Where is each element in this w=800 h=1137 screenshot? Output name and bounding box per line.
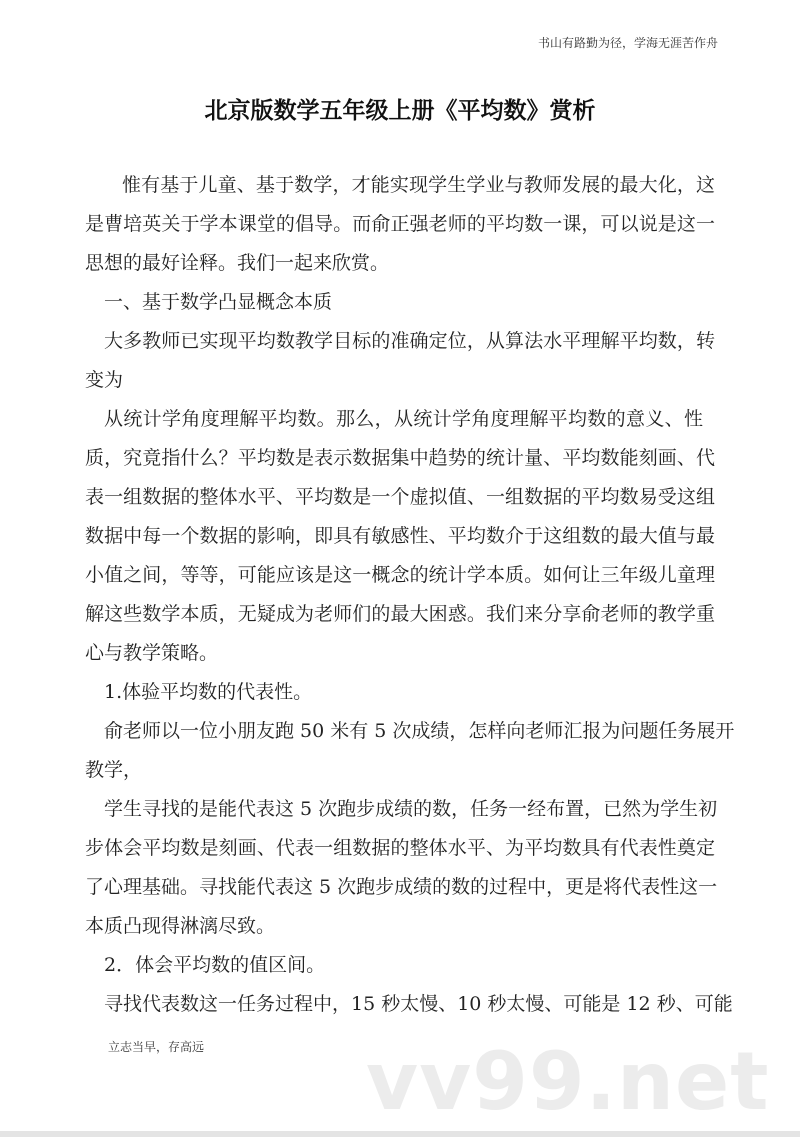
- paragraph-line: 了心理基础。寻找能代表这 5 次跑步成绩的数的过程中，更是将代表性这一: [85, 876, 718, 898]
- paragraph-line: 俞老师以一位小朋友跑 50 米有 5 次成绩，怎样向老师汇报为问题任务展开: [104, 720, 735, 742]
- subsection-heading: 1.体验平均数的代表性。: [104, 681, 313, 703]
- paragraph-line: 教学，: [85, 759, 143, 781]
- paragraph-line: 质，究竟指什么？平均数是表示数据集中趋势的统计量、平均数能刻画、代: [85, 447, 715, 469]
- paragraph-line: 本质凸现得淋漓尽致。: [85, 915, 276, 937]
- paragraph-line: 是曹培英关于学本课堂的倡导。而俞正强老师的平均数一课，可以说是这一: [85, 213, 715, 235]
- paragraph-line: 心与教学策略。: [85, 642, 219, 664]
- page-header-motto: 书山有路勤为径，学海无涯苦作舟: [537, 36, 718, 50]
- document-title: 北京版数学五年级上册《平均数》赏析: [204, 98, 596, 124]
- subsection-heading: 2．体会平均数的值区间。: [104, 954, 326, 976]
- paragraph-line: 寻找代表数这一任务过程中，15 秒太慢、10 秒太慢、可能是 12 秒、可能: [104, 993, 733, 1015]
- paragraph-line: 思想的最好诠释。我们一起来欣赏。: [85, 252, 390, 274]
- paragraph-line: 惟有基于儿童、基于数学，才能实现学生学业与教师发展的最大化，这: [122, 174, 715, 196]
- page-bottom-edge: [0, 1131, 800, 1137]
- watermark: vv99.net: [366, 1035, 770, 1128]
- paragraph-line: 学生寻找的是能代表这 5 次跑步成绩的数，任务一经布置，已然为学生初: [104, 798, 718, 820]
- paragraph-line: 表一组数据的整体水平、平均数是一个虚拟值、一组数据的平均数易受这组: [85, 486, 715, 508]
- paragraph-line: 大多教师已实现平均数教学目标的准确定位，从算法水平理解平均数，转: [104, 330, 715, 352]
- document-body: [85, 170, 735, 1028]
- paragraph-line: 变为: [85, 369, 124, 391]
- paragraph-line: 解这些数学本质，无疑成为老师们的最大困惑。我们来分享俞老师的教学重: [85, 603, 715, 625]
- paragraph-line: 数据中每一个数据的影响，即具有敏感性、平均数介于这组数的最大值与最: [85, 525, 715, 547]
- paragraph-line: 小值之间，等等，可能应该是这一概念的统计学本质。如何让三年级儿童理: [85, 564, 715, 586]
- paragraph-line: 从统计学角度理解平均数。那么，从统计学角度理解平均数的意义、性: [104, 408, 703, 430]
- paragraph-line: 步体会平均数是刻画、代表一组数据的整体水平、为平均数具有代表性奠定: [85, 837, 715, 859]
- page-footer-motto: 立志当早，存高远: [108, 1040, 205, 1054]
- section-heading: 一、基于数学凸显概念本质: [104, 291, 333, 313]
